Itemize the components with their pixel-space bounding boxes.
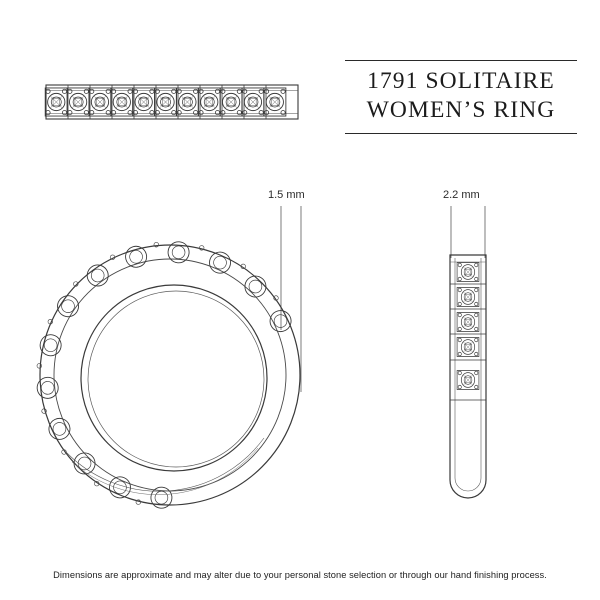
dimension-leader-band-width (281, 206, 301, 392)
page-title-line-2: WOMEN’S RING (366, 97, 556, 123)
page-title-line-1: 1791 SOLITAIRE (367, 68, 555, 94)
unrolled-band-elevation (45, 85, 298, 119)
ring-side-profile-view (450, 255, 486, 498)
ring-front-view (36, 241, 300, 509)
dimension-label-band-width: 1.5 mm (268, 189, 305, 201)
disclaimer-footnote: Dimensions are approximate and may alter due to your personal stone selection or through our hand finishing process. (53, 570, 547, 580)
dimension-label-band-depth: 2.2 mm (443, 189, 480, 201)
dimension-leader-band-depth (451, 206, 485, 258)
